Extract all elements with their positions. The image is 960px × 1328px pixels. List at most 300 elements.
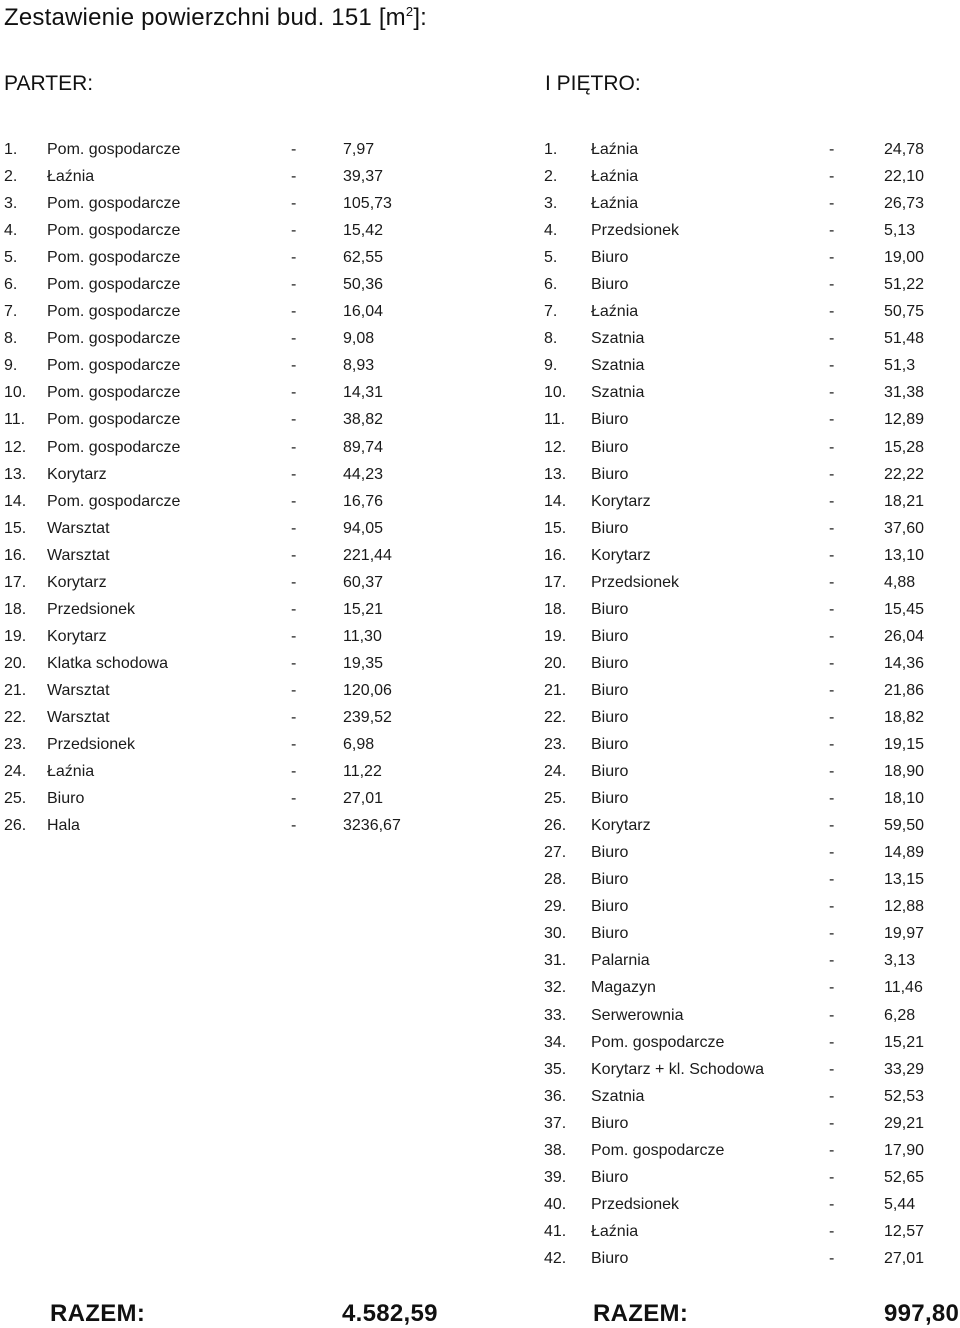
pietro-heading: I PIĘTRO: — [545, 72, 641, 95]
list-item — [4, 596, 424, 623]
area-value: 14,89 — [884, 844, 925, 862]
room-name: Pom. gospodarcze — [47, 276, 181, 294]
list-item — [4, 569, 424, 596]
list-item — [544, 704, 956, 731]
row-number: 6. — [4, 276, 18, 294]
room-name: Łaźnia — [591, 168, 639, 186]
area-value: 17,90 — [884, 1141, 925, 1159]
list-item — [544, 1137, 956, 1164]
area-value: 11,22 — [343, 763, 382, 781]
separator-dash: - — [829, 1114, 835, 1132]
room-name: Szatnia — [591, 357, 645, 375]
area-value: 51,48 — [884, 330, 925, 348]
list-item — [4, 704, 424, 731]
separator-dash: - — [829, 519, 835, 537]
room-name: Biuro — [591, 925, 629, 943]
row-number: 9. — [544, 357, 558, 375]
area-value: 15,45 — [884, 600, 925, 618]
row-number: 5. — [544, 249, 558, 267]
room-name: Korytarz — [591, 546, 651, 564]
row-number: 13. — [4, 465, 27, 483]
row-number: 12. — [4, 438, 27, 456]
row-number: 2. — [4, 168, 18, 186]
separator-dash: - — [291, 384, 297, 402]
area-value: 89,74 — [343, 438, 384, 456]
row-number: 32. — [544, 979, 567, 997]
room-name: Biuro — [591, 844, 629, 862]
area-value: 37,60 — [884, 519, 925, 537]
area-value: 18,10 — [884, 790, 925, 808]
separator-dash: - — [829, 817, 835, 835]
list-item — [544, 379, 956, 406]
row-number: 23. — [544, 736, 567, 754]
area-value: 7,97 — [343, 141, 375, 158]
separator-dash: - — [829, 357, 835, 375]
list-item — [544, 163, 956, 190]
list-item — [544, 677, 956, 704]
room-name: Warsztat — [47, 546, 110, 564]
row-number: 35. — [544, 1060, 567, 1078]
area-value: 44,23 — [343, 465, 384, 483]
separator-dash: - — [829, 979, 835, 997]
row-number: 26. — [544, 817, 567, 835]
separator-dash: - — [291, 600, 297, 618]
separator-dash: - — [291, 330, 297, 348]
room-name: Biuro — [591, 898, 629, 916]
parter-total-label: RAZEM: — [50, 1300, 146, 1327]
separator-dash: - — [291, 546, 297, 564]
separator-dash: - — [829, 871, 835, 889]
list-item — [544, 325, 956, 352]
area-value: 38,82 — [343, 411, 384, 429]
area-value: 6,28 — [884, 1006, 916, 1024]
separator-dash: - — [829, 952, 835, 970]
row-number: 14. — [4, 492, 27, 510]
list-item — [544, 1164, 956, 1191]
list-item — [4, 731, 424, 758]
area-value: 15,28 — [884, 438, 925, 456]
area-value: 4,88 — [884, 573, 916, 591]
row-number: 27. — [544, 844, 567, 862]
list-item — [544, 650, 956, 677]
row-number: 14. — [544, 492, 567, 510]
separator-dash: - — [829, 898, 835, 916]
room-name: Pom. gospodarcze — [47, 357, 181, 375]
document-title — [4, 4, 427, 32]
room-name: Pom. gospodarcze — [47, 438, 181, 456]
list-item — [4, 136, 424, 163]
row-number: 8. — [544, 330, 558, 348]
list-item — [544, 812, 956, 839]
list-item — [4, 785, 424, 812]
list-item — [544, 1218, 956, 1245]
area-value: 27,01 — [343, 790, 384, 808]
separator-dash: - — [291, 681, 297, 699]
room-name: Pom. gospodarcze — [47, 492, 181, 510]
separator-dash: - — [829, 627, 835, 645]
room-name: Pom. gospodarcze — [47, 330, 181, 348]
separator-dash: - — [291, 492, 297, 510]
room-name: Biuro — [591, 600, 629, 618]
row-number: 21. — [544, 681, 567, 699]
title-superscript: 2 — [405, 4, 414, 19]
pietro-total-value: 997,80 — [884, 1300, 960, 1327]
row-number: 6. — [544, 276, 558, 294]
row-number: 24. — [544, 763, 567, 781]
separator-dash: - — [291, 627, 297, 645]
row-number: 23. — [4, 736, 27, 754]
separator-dash: - — [829, 249, 835, 267]
row-number: 17. — [4, 573, 27, 591]
room-name: Łaźnia — [591, 1222, 639, 1240]
row-number: 41. — [544, 1222, 567, 1240]
separator-dash: - — [291, 736, 297, 754]
area-value: 24,78 — [884, 141, 925, 158]
row-number: 5. — [4, 249, 18, 267]
title-end: ]: — [413, 4, 428, 31]
list-item — [4, 650, 424, 677]
row-number: 24. — [4, 763, 27, 781]
separator-dash: - — [829, 222, 835, 240]
room-name: Pom. gospodarcze — [47, 222, 181, 240]
area-value: 59,50 — [884, 817, 925, 835]
area-value: 12,57 — [884, 1222, 925, 1240]
room-name: Łaźnia — [591, 141, 639, 158]
row-number: 10. — [544, 384, 567, 402]
area-value: 5,44 — [884, 1195, 916, 1213]
row-number: 19. — [544, 627, 567, 645]
area-value: 51,3 — [884, 357, 916, 375]
room-name: Biuro — [591, 1249, 629, 1267]
separator-dash: - — [829, 1195, 835, 1213]
row-number: 17. — [544, 573, 567, 591]
room-name: Korytarz — [591, 492, 651, 510]
area-value: 22,10 — [884, 168, 925, 186]
room-name: Korytarz — [47, 573, 107, 591]
separator-dash: - — [291, 817, 297, 835]
list-item — [544, 1191, 956, 1218]
parter-list — [4, 136, 424, 839]
row-number: 29. — [544, 898, 567, 916]
room-name: Biuro — [591, 276, 629, 294]
row-number: 7. — [4, 303, 18, 321]
area-value: 3236,67 — [343, 817, 401, 835]
room-name: Korytarz — [47, 465, 107, 483]
separator-dash: - — [829, 1141, 835, 1159]
room-name: Warsztat — [47, 708, 110, 726]
row-number: 18. — [4, 600, 27, 618]
row-number: 33. — [544, 1006, 567, 1024]
list-item — [544, 515, 956, 542]
list-item — [544, 298, 956, 325]
list-item — [4, 623, 424, 650]
row-number: 30. — [544, 925, 567, 943]
list-item — [544, 136, 956, 163]
separator-dash: - — [291, 519, 297, 537]
list-item — [4, 758, 424, 785]
room-name: Warsztat — [47, 681, 110, 699]
room-name: Pom. gospodarcze — [47, 411, 181, 429]
area-value: 3,13 — [884, 952, 916, 970]
row-number: 42. — [544, 1249, 567, 1267]
row-number: 1. — [544, 141, 558, 158]
room-name: Biuro — [591, 681, 629, 699]
area-value: 15,21 — [884, 1033, 925, 1051]
area-value: 51,22 — [884, 276, 925, 294]
room-name: Biuro — [591, 790, 629, 808]
room-name: Szatnia — [591, 330, 645, 348]
list-item — [544, 920, 956, 947]
parter-heading: PARTER: — [4, 72, 94, 95]
area-value: 31,38 — [884, 384, 925, 402]
list-item — [544, 893, 956, 920]
room-name: Przedsionek — [47, 736, 136, 754]
list-item — [544, 244, 956, 271]
room-name: Hala — [47, 817, 80, 835]
room-name: Klatka schodowa — [47, 654, 168, 672]
row-number: 34. — [544, 1033, 567, 1051]
row-number: 2. — [544, 168, 558, 186]
separator-dash: - — [291, 141, 297, 158]
row-number: 3. — [544, 195, 558, 213]
row-number: 7. — [544, 303, 558, 321]
area-value: 18,90 — [884, 763, 925, 781]
room-name: Biuro — [591, 438, 629, 456]
room-name: Biuro — [591, 465, 629, 483]
row-number: 36. — [544, 1087, 567, 1105]
separator-dash: - — [829, 736, 835, 754]
room-name: Serwerownia — [591, 1006, 684, 1024]
separator-dash: - — [829, 411, 835, 429]
area-value: 14,36 — [884, 654, 925, 672]
list-item — [4, 677, 424, 704]
row-number: 26. — [4, 817, 27, 835]
separator-dash: - — [829, 573, 835, 591]
separator-dash: - — [291, 465, 297, 483]
room-name: Warsztat — [47, 519, 110, 537]
row-number: 3. — [4, 195, 18, 213]
room-name: Biuro — [591, 654, 629, 672]
room-name: Korytarz — [47, 627, 107, 645]
row-number: 39. — [544, 1168, 567, 1186]
room-name: Szatnia — [591, 1087, 645, 1105]
list-item — [4, 163, 424, 190]
title-text: Zestawienie powierzchni bud. 151 [m — [4, 4, 406, 31]
list-item — [4, 406, 424, 433]
separator-dash: - — [829, 925, 835, 943]
room-name: Pom. gospodarcze — [47, 249, 181, 267]
area-value: 60,37 — [343, 573, 384, 591]
list-item — [544, 406, 956, 433]
list-item — [544, 866, 956, 893]
list-item — [544, 1110, 956, 1137]
area-value: 62,55 — [343, 249, 384, 267]
room-name: Korytarz + kl. Schodowa — [591, 1060, 764, 1078]
room-name: Biuro — [591, 519, 629, 537]
list-item — [544, 217, 956, 244]
list-item — [544, 542, 956, 569]
area-value: 120,06 — [343, 681, 392, 699]
room-name: Pom. gospodarcze — [47, 384, 181, 402]
separator-dash: - — [829, 1249, 835, 1267]
row-number: 18. — [544, 600, 567, 618]
separator-dash: - — [291, 654, 297, 672]
room-name: Przedsionek — [591, 1195, 680, 1213]
list-item — [544, 785, 956, 812]
area-value: 12,89 — [884, 411, 925, 429]
room-name: Magazyn — [591, 979, 656, 997]
row-number: 40. — [544, 1195, 567, 1213]
room-name: Palarnia — [591, 952, 650, 970]
separator-dash: - — [829, 303, 835, 321]
list-item — [544, 623, 956, 650]
list-item — [544, 1056, 956, 1083]
row-number: 1. — [4, 141, 18, 158]
row-number: 15. — [4, 519, 27, 537]
area-value: 26,04 — [884, 627, 925, 645]
list-item — [544, 271, 956, 298]
separator-dash: - — [291, 357, 297, 375]
separator-dash: - — [829, 492, 835, 510]
row-number: 37. — [544, 1114, 567, 1132]
area-value: 6,98 — [343, 736, 375, 754]
list-item — [4, 217, 424, 244]
room-name: Przedsionek — [591, 222, 680, 240]
area-value: 221,44 — [343, 546, 392, 564]
room-name: Łaźnia — [47, 763, 95, 781]
row-number: 25. — [4, 790, 27, 808]
room-name: Korytarz — [591, 817, 651, 835]
area-value: 239,52 — [343, 708, 392, 726]
area-value: 22,22 — [884, 465, 925, 483]
list-item — [544, 569, 956, 596]
row-number: 9. — [4, 357, 18, 375]
room-name: Biuro — [47, 790, 85, 808]
list-item — [4, 488, 424, 515]
row-number: 25. — [544, 790, 567, 808]
separator-dash: - — [829, 465, 835, 483]
area-value: 15,42 — [343, 222, 384, 240]
separator-dash: - — [291, 303, 297, 321]
room-name: Pom. gospodarcze — [591, 1141, 725, 1159]
row-number: 11. — [4, 411, 26, 429]
separator-dash: - — [291, 438, 297, 456]
room-name: Biuro — [591, 708, 629, 726]
row-number: 20. — [4, 654, 27, 672]
room-name: Biuro — [591, 736, 629, 754]
list-item — [544, 488, 956, 515]
room-name: Pom. gospodarcze — [47, 303, 181, 321]
list-item — [4, 271, 424, 298]
separator-dash: - — [829, 681, 835, 699]
area-value: 18,82 — [884, 708, 925, 726]
list-item — [544, 1029, 956, 1056]
separator-dash: - — [291, 195, 297, 213]
list-item — [544, 1245, 956, 1272]
room-name: Szatnia — [591, 384, 645, 402]
row-number: 4. — [4, 222, 18, 240]
row-number: 8. — [4, 330, 18, 348]
list-item — [544, 461, 956, 488]
separator-dash: - — [829, 384, 835, 402]
separator-dash: - — [829, 195, 835, 213]
list-item — [4, 190, 424, 217]
area-value: 9,08 — [343, 330, 375, 348]
separator-dash: - — [291, 276, 297, 294]
separator-dash: - — [291, 790, 297, 808]
area-value: 13,15 — [884, 871, 925, 889]
area-value: 13,10 — [884, 546, 925, 564]
room-name: Biuro — [591, 249, 629, 267]
list-item — [4, 379, 424, 406]
list-item — [4, 298, 424, 325]
area-value: 16,04 — [343, 303, 384, 321]
room-name: Biuro — [591, 763, 629, 781]
row-number: 15. — [544, 519, 567, 537]
list-item — [544, 190, 956, 217]
row-number: 21. — [4, 681, 27, 699]
separator-dash: - — [829, 654, 835, 672]
list-item — [4, 515, 424, 542]
area-value: 5,13 — [884, 222, 916, 240]
list-item — [544, 352, 956, 379]
room-name: Biuro — [591, 1168, 629, 1186]
list-item — [4, 325, 424, 352]
separator-dash: - — [291, 168, 297, 186]
separator-dash: - — [291, 411, 297, 429]
room-name: Łaźnia — [591, 303, 639, 321]
room-name: Biuro — [591, 1114, 629, 1132]
separator-dash: - — [829, 276, 835, 294]
room-name: Przedsionek — [47, 600, 136, 618]
room-name: Biuro — [591, 411, 629, 429]
row-number: 12. — [544, 438, 567, 456]
separator-dash: - — [829, 1087, 835, 1105]
area-value: 52,53 — [884, 1087, 925, 1105]
area-value: 14,31 — [343, 384, 384, 402]
separator-dash: - — [291, 222, 297, 240]
area-value: 19,35 — [343, 654, 384, 672]
area-value: 39,37 — [343, 168, 384, 186]
area-value: 11,46 — [884, 979, 923, 997]
separator-dash: - — [829, 790, 835, 808]
separator-dash: - — [829, 168, 835, 186]
row-number: 11. — [544, 411, 566, 429]
row-number: 16. — [544, 546, 567, 564]
separator-dash: - — [291, 708, 297, 726]
row-number: 20. — [544, 654, 567, 672]
area-value: 8,93 — [343, 357, 375, 375]
area-value: 50,36 — [343, 276, 384, 294]
list-item — [544, 839, 956, 866]
list-item — [544, 731, 956, 758]
area-value: 21,86 — [884, 681, 925, 699]
area-value: 27,01 — [884, 1249, 925, 1267]
area-value: 50,75 — [884, 303, 925, 321]
list-item — [4, 352, 424, 379]
list-item — [4, 461, 424, 488]
separator-dash: - — [829, 141, 835, 158]
area-value: 16,76 — [343, 492, 384, 510]
room-name: Biuro — [591, 627, 629, 645]
separator-dash: - — [829, 600, 835, 618]
separator-dash: - — [829, 546, 835, 564]
list-item — [544, 947, 956, 974]
list-item — [544, 974, 956, 1001]
row-number: 31. — [544, 952, 567, 970]
room-name: Łaźnia — [591, 195, 639, 213]
area-value: 12,88 — [884, 898, 925, 916]
